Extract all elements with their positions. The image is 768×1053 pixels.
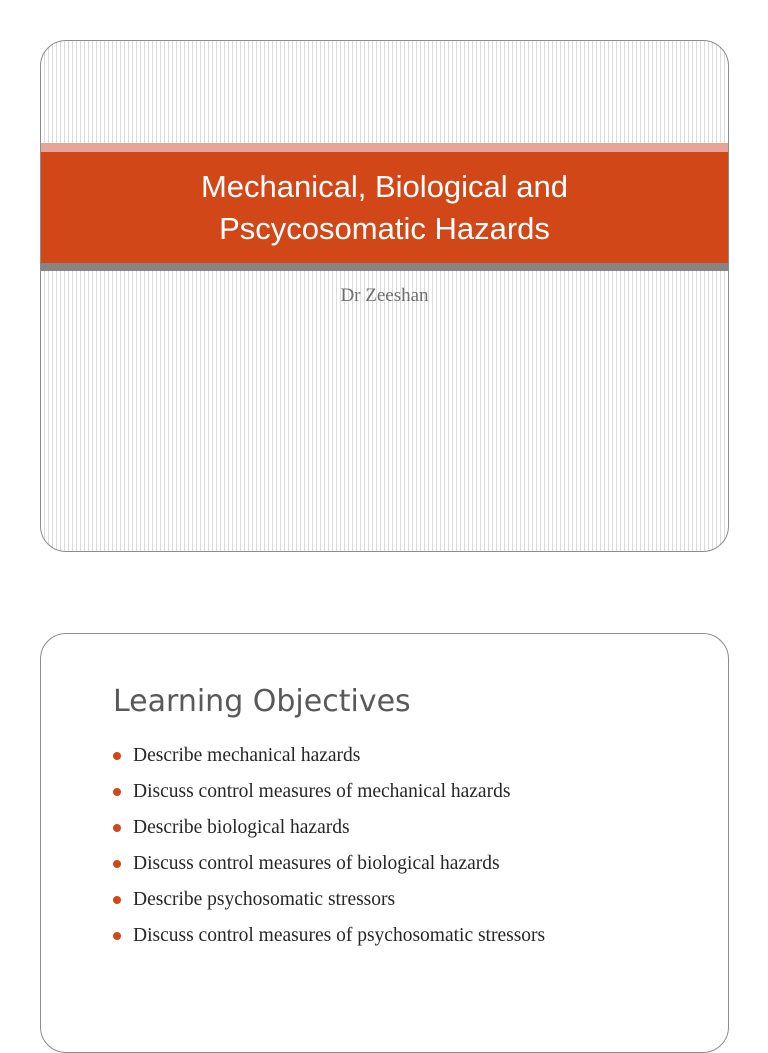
slide-author: Dr Zeeshan [340,285,429,306]
list-item [113,810,545,846]
objective-text: Describe psychosomatic stressors [133,889,396,910]
list-item [113,846,545,882]
objectives-list [113,738,545,954]
list-item [113,918,545,954]
title-band-top-stripe [41,143,728,152]
bullet-icon [113,896,121,904]
slide-title-line-1: Mechanical, Biological and [200,168,569,204]
list-item [113,882,545,918]
objective-text: Describe mechanical hazards [133,745,361,766]
objectives-heading: Learning Objectives [113,684,411,719]
objective-text: Describe biological hazards [133,817,350,838]
objective-text: Discuss control measures of mechanical hazards [133,781,511,802]
title-band-bottom-stripe [41,263,728,271]
title-band [41,152,728,263]
bullet-icon [113,752,121,760]
list-item [113,774,545,810]
slide-title-line-2: Pscycosomatic Hazards [219,210,550,246]
title-slide [40,40,729,552]
objectives-slide [40,633,729,1053]
bullet-icon [113,932,121,940]
bullet-icon [113,824,121,832]
bullet-icon [113,788,121,796]
objective-text: Discuss control measures of psychosomatic stressors [133,925,546,946]
list-item [113,738,545,774]
objective-text: Discuss control measures of biological hazards [133,853,500,874]
bullet-icon [113,860,121,868]
